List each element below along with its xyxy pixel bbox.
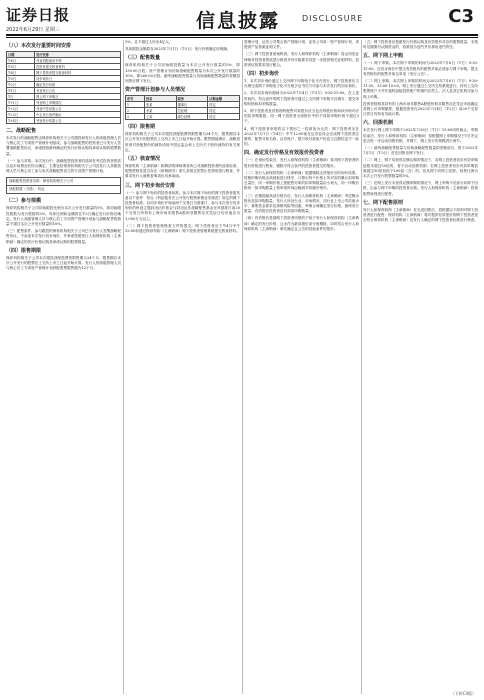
body-paragraph: 3%，且不超过人民币4亿元。: [125, 40, 173, 44]
column-divider: [123, 40, 124, 694]
table-cell: T-3日: [7, 76, 35, 82]
table-row: [7, 178, 121, 186]
schedule-table-caption: （八）本次发行重要时间安排: [6, 43, 72, 49]
table-cell: 待定: [208, 108, 240, 114]
section-heading: 三、网下初步询价安排: [125, 182, 176, 189]
newspaper-masthead: 证券日报: [6, 6, 71, 24]
body-paragraph: 管理计划、证券公司集合资产管理计划、证券公司单一资产管理计划，须提供产品备案证明文件。: [244, 40, 359, 50]
body-paragraph: 保荐机构相关子公司本次跟投获配股票的限售期为24个月，限售期自本次公开发行的股票在上交所上市之日起开始计算。发行人的高级管理人员与核心员工专项资产管理计划获配股票限售期为12个月。: [6, 255, 121, 271]
page-number: C3: [448, 6, 474, 27]
table-cell: 董事长: [176, 102, 208, 108]
schedule-table: [6, 51, 121, 124]
body-paragraph: （二）网下投资者资格核查文件的提交。网下投资者应于T-4日中午12:00前通过保荐机构（主承销商）网下投资者管理系统提交核查材料。: [125, 223, 240, 234]
body-paragraph: （二）网上、网下均获得足额认购的情况下，若网上投资者初步有效申购倍数未超过50倍的，将不启动回拨机制；若网上投资者初步有效申购倍数超过50倍但低于100倍（含）的，应从网下向网上回拨，回拨比例为本次公开发行股票数量的5%。: [363, 158, 478, 179]
body-paragraph: （一）参与对象。本次发行中，战略配售投资者的选择在考虑投资者资质以及市场情况后综合确定，主要包括保荐机构相关子公司及发行人高级管理人员与核心员工参与本次战略配售设立的专项资产管理计划。: [6, 158, 121, 174]
table-cell: T-6日: [7, 58, 35, 64]
table-cell: T-5日: [7, 64, 35, 70]
section-heading: （四）初步询价: [244, 71, 280, 78]
table-cell: 王某: [144, 114, 176, 120]
body-paragraph: 保荐机构相关子公司初始跟投比例为本次公开发行数量的5%，即初始跟投股数为发行股数的5%。具体比例和金额将在T-2日确定发行价格后确定。发行人高级管理人员与核心员工专项资产管理计划参与战略配售的数量不超过本次公开发行数量的10%。: [6, 206, 121, 227]
table-cell: 副总经理: [176, 114, 208, 120]
body-paragraph: 发行人和保荐机构（主承销商）在完成回拨后，将根据以下原则对网下投资者进行配售：保荐机构（主承销商）将对提供有效报价的网下投资者是否符合保荐机构（主承销商）及发行人确定的网下投资者标准进行核查。: [363, 207, 478, 223]
issue-date: 2022年6月29日 星期三: [6, 27, 60, 33]
table-row: [126, 114, 240, 120]
body-paragraph: 1、本次初步询价通过上交所网下申购电子化平台进行，网下投资者应当办理完成网下申购电子化平台数字证书后方可参与本次发行的初步询价。: [244, 79, 359, 89]
table-cell: 确定发行价格: [35, 82, 121, 88]
table-cell: 投资者提交核查材料: [35, 64, 121, 70]
table-cell: T+2日: [7, 106, 35, 112]
body-paragraph: （一）参与网下询价的投资者标准。参与本次网下询价的网下投资者需具备以下条件：符合《科创板首次公开发行股票承销业务规范》规定的网下投资者标准；以初步询价开始前两个交易日为基准日，参与本次发行初步询价的科创主题封闭运作基金与封闭运作战略配售基金在该基准日前20个交易日所持有上海市场非限售A股和非限售存托凭证日均市值应为1,000万元以上。: [125, 190, 240, 221]
body-paragraph: （三）在网上发行未获得足额申购的情况下，网上申购不足部分向网下回拨，由参与网下申购的投资者认购，发行人和保荐机构（主承销商）将按配售原则进行配售。: [363, 181, 478, 196]
table-cell: 待定: [208, 114, 240, 120]
table-cell: 战略配售投资者名称：保荐机构相关子公司: [7, 178, 121, 186]
boxed-info-table: [6, 177, 121, 194]
table-cell: 获配股数（万股）：待定: [7, 186, 121, 194]
table-caption: 资产管理计划参与人员情况: [125, 87, 186, 94]
body-paragraph: 保荐机构（主承销商）和聘请的律师事务所已对战略投资者的选取标准、配售资格及是否存在《承销指引》第九条规定的禁止性情形进行核查，并要求发行人就核查事项出具承诺函。: [125, 164, 240, 179]
column-1: [6, 40, 121, 694]
column-3: [244, 40, 359, 694]
section-title-english: DISCLOSURE: [302, 14, 364, 23]
section-heading: 五、网下网上申购: [363, 53, 404, 60]
table-cell: 3: [126, 114, 145, 120]
body-paragraph: （二）网上申购。本次网上申购的时间为2022年7月6日（T日）9:30-11:30，13:00-15:00。网上发行通过上交所交易系统进行。持有上交所股票账户卡并开通科创板投资账户的境内自然人、法人及其它机构可参与网上申购。: [363, 79, 478, 99]
section-heading: 四、确定发行价格及有效报价投资者: [244, 150, 325, 157]
column-divider: [361, 40, 362, 694]
body-paragraph: 保荐机构相关子公司本次跟投获配股票的限售期为24个月，限售期自本次公开发行的股票在上交所上市之日起开始计算。限售期届满后，战略投资者对获配股份的减持适用中国证监会和上交所关于股份减持的有关规定。: [125, 132, 240, 152]
table-cell: 中止发行条件确认: [35, 112, 121, 118]
body-paragraph: （三）在剔除最高部分报价后，发行人和保荐机构（主承销商）考虑剩余报价及拟申购数量、发行人所处行业、市场情况、同行业上市公司估值水平、募集资金需求及承销风险等因素，审慎合理确定发行价格、最终发行数量、有效报价投资者及有效拟申购数量。: [244, 193, 359, 214]
table-cell: T+1日: [7, 100, 35, 106]
table-cell: 李某: [144, 108, 176, 114]
section-heading: 二、战略配售: [6, 128, 37, 134]
column-2: [125, 40, 240, 694]
table-cell: 待定: [208, 102, 240, 108]
body-paragraph: 保荐机构相关子公司初始跟投数量为本次公开发行数量的5%，即130.00万股；资产管理计划初始战略配售数量为本次公开发行数量的10%，即260.00万股。最终战略配售数量与初始战略配售数量的差额将回拨至网下发行。: [125, 63, 240, 84]
table-header-cell: 姓名: [144, 96, 176, 102]
table-header-cell: 序号: [126, 96, 145, 102]
column-4: [363, 40, 478, 694]
table-cell: T-4日: [7, 70, 35, 76]
table-header-cell: 职务: [176, 96, 208, 102]
body-paragraph: 3、网下投资者及其管理的配售对象报价应当包含每股价格和该价格对应的拟申购股数，同一网下投资者全部报价中的不同拟申购价格不超过3个。: [244, 109, 359, 124]
table-cell: T-1日: [7, 88, 35, 94]
body-paragraph: （四）有效报价是指网下投资者申报的不低于发行人和保荐机构（主承销商）确定的发行价格，且未作为最高报价部分被剔除，同时符合发行人和保荐机构（主承销商）事先确定且公告的其他条件的报价。: [244, 216, 359, 231]
section-heading: 七、网下配售原则: [363, 199, 404, 206]
table-header-cell: 认购金额: [208, 96, 240, 102]
body-paragraph: 2、本次初步询价期间为2022年7月4日（T-3日）9:30-15:00。在上述时间内，符合条件的网下投资者可通过上交所网下申购平台填写、提交申购价格和拟申购数量。: [244, 91, 359, 106]
table-row: [7, 186, 121, 194]
table-cell: T+3日: [7, 112, 35, 118]
section-heading: （三）配售数量: [125, 55, 161, 62]
table-cell: 刊登发行公告: [35, 88, 121, 94]
section-title: 信息披露: [196, 10, 281, 32]
body-paragraph: （一）在询价结束后，发行人和保荐机构（主承销商）将对网下投资者的报价资格进行核查，剔除不符合条件的投资者提交的报价。: [244, 158, 359, 168]
table-cell: 2: [126, 108, 145, 114]
header-rule-thin: [6, 37, 478, 38]
body-paragraph: （三）网下投资者备案核查。发行人和保荐机构（主承销商）将会同见证律师对投资者资质进行核查并有可能要求其进一步提供相关证明材料，投资者应按要求进行配合。: [244, 52, 359, 67]
section-heading: 六、回拨机制: [363, 120, 394, 127]
table-cell: 初步询价日: [35, 76, 121, 82]
table-cell: 刊登网上申购情况: [35, 100, 121, 106]
table-cell: T+4日: [7, 118, 35, 124]
table-cell: 网下投资者提交核查材料: [35, 70, 121, 76]
body-paragraph: 具体跟投金额将在2022年7月1日（T-2日）发行价格确定后明确。: [125, 47, 231, 52]
table-cell: 刊登中签结果公告: [35, 106, 121, 112]
participants-table: [125, 95, 240, 120]
column-divider: [242, 40, 243, 694]
table-row: [7, 118, 121, 124]
page-header: [6, 4, 478, 34]
body-paragraph: （一）最终战略配售数量与初始战略配售数量的差额部分，将于2022年7月1日（T-2日）首先回拨至网下发行。: [363, 146, 478, 156]
continued-note: （下转C4版）: [450, 691, 476, 696]
section-heading: （四）限售期限: [6, 247, 42, 254]
table-cell: 刊登发行结果公告: [35, 118, 121, 124]
table-cell: 张某: [144, 102, 176, 108]
body-paragraph: 投资者按照其持有的上海市场非限售A股股份和非限售存托凭证市值确定其网上可申购额度，根据投资者在2022年7月4日（T-2日）前20个交易日的日均持有市值计算。: [363, 101, 478, 117]
table-cell: T日: [7, 94, 35, 100]
body-paragraph: （一）网下申购。本次网下申购的时间为2022年7月6日（T日）9:30-15:00。在初步询价中提交有效报价的配售对象必须参与网下申购。提交有效报价的配售对象名单见《发行公告》。: [363, 61, 478, 76]
table-header-cell: 日期: [7, 52, 35, 58]
section-heading: （二）参与规模: [6, 198, 42, 205]
body-paragraph: 本次发行的战略配售由保荐机构相关子公司跟投和发行人的高级管理人员与核心员工专项资产管理计划组成。参与战略配售的投资者已与发行人签署战略配售协议，承诺按照最终确定的发行价格认购其承诺认购的股票数量。: [6, 136, 121, 156]
table-cell: 刊登招股意向书等: [35, 58, 121, 64]
body-paragraph: 本次发行网上网下申购于2022年7月6日（T日）15:00同时截止。申购结束后，发行人和保荐机构（主承销商）将根据网上申购情况于T日决定是否进一步启动回拨机制，对网下、网上发行的规模进行调节。: [363, 128, 478, 143]
table-cell: 1: [126, 102, 145, 108]
table-header-cell: 发行安排: [35, 52, 121, 58]
section-heading: （五）核查情况: [125, 156, 161, 163]
table-cell: 总经理: [176, 108, 208, 114]
body-paragraph: 4、网下投资者申报的以下情形之一将被视为无效：网下投资者未在2022年7月1日（T-4日）中午12:00前在证券业协会完成网下投资者注册的；配售对象名称、证券账户、银行收付款账户信息与注册信息不一致的。: [244, 126, 359, 147]
body-paragraph: （五）网下投资者应按照发行价格认购其有效报价对应的股票数量，未按时足额缴付认购资金的，将被视为违约并应承担违约责任。: [363, 40, 478, 50]
body-paragraph: （二）发行人和保荐机构（主承销商）根据剔除无效报价后的询价结果，按照申购价格由高到低进行排序、计算出每个价格上所对应的累计拟申购总量后，同一申购价格上按配售对象的拟申购数量由小到大、同一申购价格同一拟申购数量上按申报时间由晚到早的顺序排序。: [244, 170, 359, 191]
header-rule-thick: [6, 34, 478, 36]
section-heading: （四）限售期: [125, 124, 156, 131]
table-cell: T-2日: [7, 82, 35, 88]
table-cell: 网上网下申购日: [35, 94, 121, 100]
body-paragraph: （三）配售条件。参与跟投的保荐机构相关子公司已与发行人签署战略配售协议，不参加本次发行初步询价，并承诺按照发行人和保荐机构（主承销商）确定的发行价格认购其承诺认购的股票数量。: [6, 229, 121, 244]
